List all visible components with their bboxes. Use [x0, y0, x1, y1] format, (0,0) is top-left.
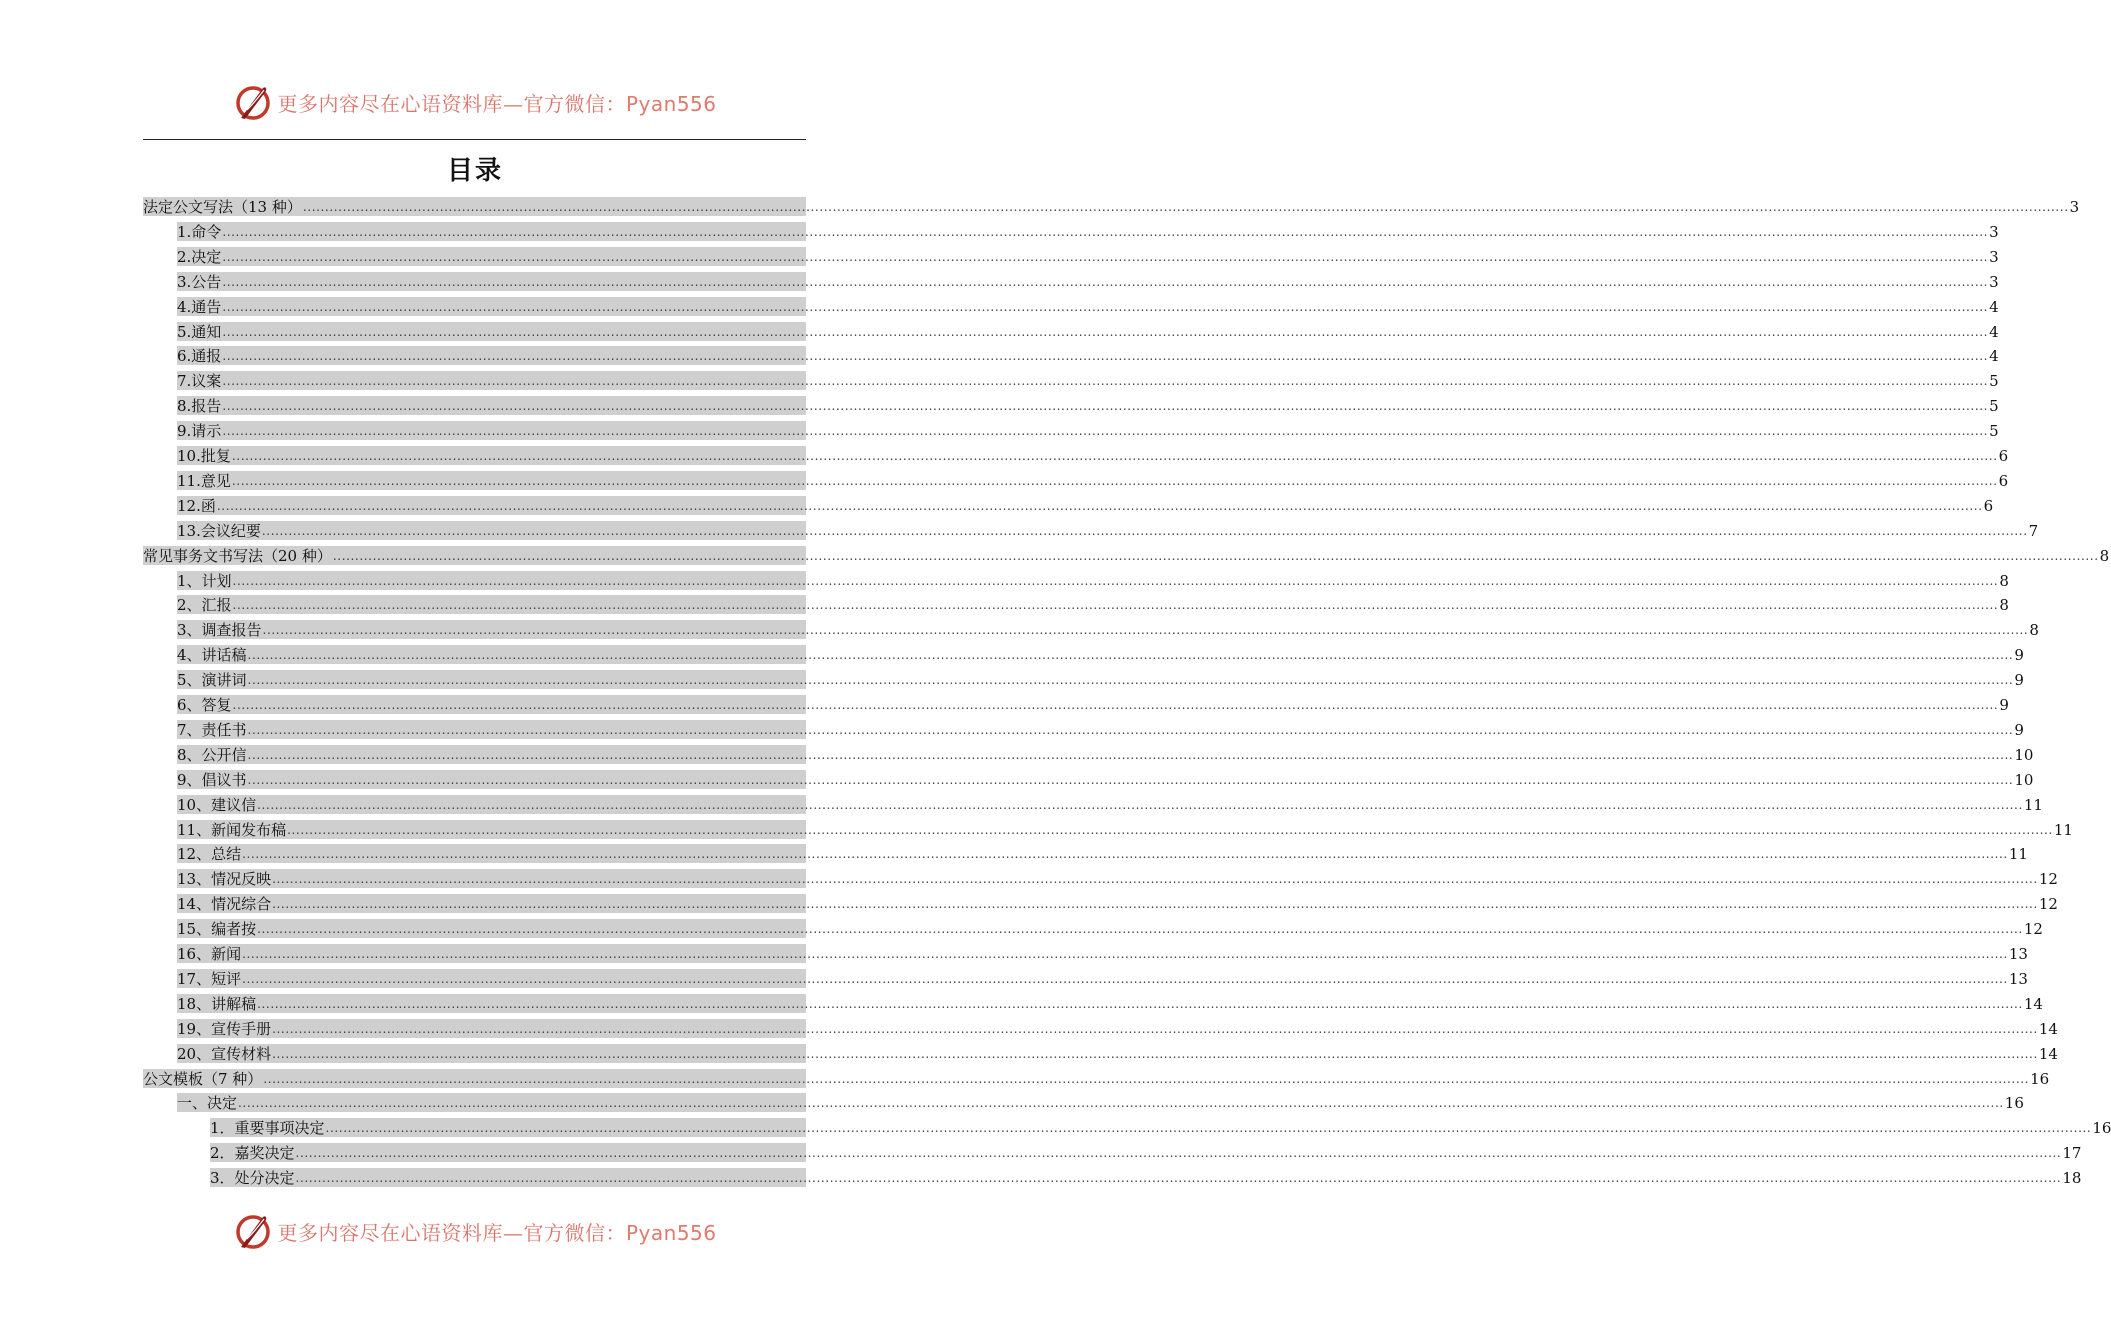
- toc-leader-dots: ................................................................................................................................................................................................................................................................................................................................................................................................................: [257, 922, 2023, 937]
- toc-entry-page: 5: [1989, 372, 1999, 391]
- toc-entry-label: 7.议案: [177, 372, 222, 391]
- toc-entry[interactable]: [177, 471, 2009, 490]
- toc-entry-page: 9: [2014, 671, 2024, 690]
- toc-entry[interactable]: [177, 670, 2024, 690]
- toc-entry[interactable]: [177, 620, 2039, 640]
- toc-entry-label: 公文模板（7 种）: [143, 1069, 263, 1088]
- toc-entry[interactable]: [177, 745, 2034, 764]
- toc-leader-dots: ................................................................................................................................................................................................................................................................................................................................................................................................................: [222, 299, 1989, 314]
- toc-entry-page: 3: [2069, 198, 2080, 216]
- toc-entry-label: 常见事务文书写法（20 种）: [143, 546, 332, 565]
- toc-entry-page: 16: [2004, 1094, 2024, 1113]
- toc-entry[interactable]: [177, 1093, 2024, 1113]
- toc-entry-label: 18、讲解稿: [177, 994, 257, 1013]
- toc-entry-label: 6、答复: [177, 696, 232, 714]
- toc-entry-page: 18: [2062, 1169, 2082, 1188]
- toc-leader-dots: ................................................................................................................................................................................................................................................................................................................................................................................................................: [272, 872, 2038, 887]
- toc-leader-dots: ................................................................................................................................................................................................................................................................................................................................................................................................................: [302, 200, 2069, 214]
- toc-entry[interactable]: [177, 720, 2024, 739]
- quill-circle-logo-icon: [233, 1211, 273, 1251]
- footer-banner: [0, 1209, 950, 1253]
- toc-leader-dots: ................................................................................................................................................................................................................................................................................................................................................................................................................: [222, 274, 1989, 289]
- toc-entry-page: 8: [2029, 621, 2039, 640]
- toc-entry-page: 3: [1989, 272, 1999, 291]
- toc-entry-label: 法定公文写法（13 种）: [143, 198, 302, 216]
- toc-leader-dots: ................................................................................................................................................................................................................................................................................................................................................................................................................: [216, 498, 1983, 513]
- toc-leader-dots: ................................................................................................................................................................................................................................................................................................................................................................................................................: [272, 1021, 2038, 1036]
- toc-entry-page: 14: [2038, 1044, 2058, 1063]
- header-rule: [143, 139, 806, 140]
- toc-entry[interactable]: [177, 969, 2028, 988]
- toc-entry-label: 16、新闻: [177, 945, 242, 963]
- toc-leader-dots: ................................................................................................................................................................................................................................................................................................................................................................................................................: [231, 449, 1998, 463]
- toc-entry[interactable]: [177, 297, 1999, 316]
- toc-entry-label: 11.意见: [177, 471, 231, 490]
- toc-entry-label: 1.命令: [177, 222, 222, 241]
- toc-entry-label: 15、编者按: [177, 920, 257, 939]
- toc-leader-dots: ................................................................................................................................................................................................................................................................................................................................................................................................................: [222, 324, 1989, 339]
- toc-entry-page: 9: [1999, 696, 2009, 714]
- toc-entry-label: 9.请示: [177, 422, 222, 441]
- toc-entry-label: 7、责任书: [177, 720, 247, 739]
- toc-leader-dots: ................................................................................................................................................................................................................................................................................................................................................................................................................: [272, 897, 2038, 912]
- toc-entry-page: 5: [1989, 397, 1999, 416]
- toc-entry-label: 1．重要事项决定: [210, 1119, 325, 1138]
- toc-entry-label: 4.通告: [177, 297, 222, 316]
- toc-leader-dots: ................................................................................................................................................................................................................................................................................................................................................................................................................: [232, 573, 1999, 588]
- toc-entry-label: 8、公开信: [177, 745, 247, 764]
- toc-entry-label: 3、调查报告: [177, 621, 262, 640]
- toc-entry-page: 14: [2023, 994, 2043, 1013]
- toc-entry[interactable]: [143, 1069, 2050, 1088]
- toc-entry-page: 10: [2014, 770, 2034, 789]
- toc-leader-dots: ................................................................................................................................................................................................................................................................................................................................................................................................................: [222, 249, 1989, 264]
- toc-entry-label: 13.会议纪要: [177, 521, 261, 540]
- toc-leader-dots: ................................................................................................................................................................................................................................................................................................................................................................................................................: [232, 598, 1999, 613]
- toc-leader-dots: ................................................................................................................................................................................................................................................................................................................................................................................................................: [263, 1071, 2030, 1086]
- toc-entry-label: 13、情况反映: [177, 870, 272, 889]
- toc-leader-dots: ................................................................................................................................................................................................................................................................................................................................................................................................................: [332, 548, 2099, 563]
- toc-entry[interactable]: [177, 496, 1994, 515]
- toc-leader-dots: ................................................................................................................................................................................................................................................................................................................................................................................................................: [295, 1171, 2062, 1186]
- toc-entry[interactable]: [177, 1044, 2058, 1063]
- toc-entry-label: 12.函: [177, 496, 216, 515]
- toc-entry-page: 16: [2030, 1069, 2050, 1088]
- toc-entry-page: 6: [1998, 471, 2009, 490]
- toc-entry-page: 14: [2038, 1019, 2058, 1038]
- toc-entry-page: 4: [1989, 347, 1999, 366]
- toc-entry-label: 4、讲话稿: [177, 646, 247, 665]
- toc-entry-page: 11: [2023, 795, 2043, 814]
- page-title: 目录: [446, 156, 503, 186]
- toc-leader-dots: ................................................................................................................................................................................................................................................................................................................................................................................................................: [231, 473, 1998, 488]
- quill-circle-logo-icon: [233, 82, 273, 122]
- toc-entry-page: 8: [1999, 571, 2009, 590]
- toc-entry[interactable]: [177, 396, 1999, 416]
- toc-leader-dots: ................................................................................................................................................................................................................................................................................................................................................................................................................: [287, 822, 2053, 837]
- toc-entry-label: 5.通知: [177, 322, 222, 341]
- toc-leader-dots: ................................................................................................................................................................................................................................................................................................................................................................................................................: [238, 1096, 2004, 1111]
- toc-entry-label: 6.通报: [177, 347, 222, 366]
- toc-entry[interactable]: [177, 919, 2043, 939]
- toc-entry[interactable]: [177, 944, 2028, 963]
- toc-entry-label: 8.报告: [177, 397, 222, 416]
- toc-entry[interactable]: [177, 645, 2024, 665]
- toc-entry[interactable]: [177, 795, 2043, 814]
- banner-text: 更多内容尽在心语资料库—官方微信：Pyan556: [277, 1220, 717, 1245]
- toc-leader-dots: ................................................................................................................................................................................................................................................................................................................................................................................................................: [247, 747, 2014, 762]
- toc-entry-page: 3: [1989, 247, 1999, 266]
- toc-leader-dots: ................................................................................................................................................................................................................................................................................................................................................................................................................: [242, 947, 2008, 961]
- header-banner: [0, 80, 950, 124]
- toc-entry-label: 17、短评: [177, 969, 242, 988]
- toc-entry[interactable]: [177, 770, 2034, 789]
- toc-entry[interactable]: [177, 595, 2009, 615]
- toc-entry[interactable]: [177, 446, 2009, 465]
- toc-entry[interactable]: [177, 820, 2073, 839]
- toc-entry-page: 7: [2028, 521, 2039, 540]
- toc-entry-page: 6: [1983, 496, 1994, 515]
- toc-entry-page: 12: [2038, 895, 2058, 914]
- toc-entry-page: 12: [2023, 920, 2043, 939]
- toc-entry[interactable]: [177, 1019, 2058, 1038]
- toc-entry[interactable]: [177, 869, 2058, 889]
- toc-entry-page: 17: [2062, 1144, 2082, 1163]
- toc-entry-label: 10、建议信: [177, 795, 257, 814]
- toc-entry-page: 16: [2092, 1119, 2111, 1138]
- toc-entry[interactable]: [177, 695, 2009, 714]
- toc-entry[interactable]: [210, 1168, 2082, 1188]
- toc-entry-label: 2、汇报: [177, 596, 232, 615]
- toc-entry-label: 10.批复: [177, 447, 231, 465]
- toc-entry[interactable]: [177, 222, 1999, 241]
- toc-entry-page: 9: [2014, 646, 2024, 665]
- toc-entry[interactable]: [210, 1143, 2082, 1163]
- toc-entry-page: 8: [1999, 596, 2009, 615]
- toc-entry[interactable]: [177, 844, 2028, 864]
- banner-text: 更多内容尽在心语资料库—官方微信：Pyan556: [277, 91, 717, 116]
- toc-entry-page: 5: [1989, 422, 1999, 441]
- toc-leader-dots: ................................................................................................................................................................................................................................................................................................................................................................................................................: [325, 1121, 2092, 1136]
- toc-entry[interactable]: [177, 521, 2039, 540]
- toc-leader-dots: ................................................................................................................................................................................................................................................................................................................................................................................................................: [262, 623, 2029, 638]
- toc-entry-page: 11: [2008, 845, 2028, 864]
- toc-leader-dots: ................................................................................................................................................................................................................................................................................................................................................................................................................: [222, 349, 1989, 364]
- toc-entry[interactable]: [177, 371, 1999, 391]
- toc-leader-dots: ................................................................................................................................................................................................................................................................................................................................................................................................................: [222, 374, 1989, 389]
- toc-entry-label: 3．处分决定: [210, 1169, 295, 1188]
- toc-leader-dots: ................................................................................................................................................................................................................................................................................................................................................................................................................: [242, 847, 2008, 862]
- toc-leader-dots: ................................................................................................................................................................................................................................................................................................................................................................................................................: [247, 722, 2014, 737]
- toc-entry[interactable]: [177, 272, 1999, 291]
- toc-leader-dots: ................................................................................................................................................................................................................................................................................................................................................................................................................: [242, 971, 2008, 986]
- toc-entry-page: 13: [2008, 945, 2028, 963]
- toc-entry-label: 14、情况综合: [177, 895, 272, 914]
- toc-leader-dots: ................................................................................................................................................................................................................................................................................................................................................................................................................: [222, 424, 1989, 439]
- toc-entry[interactable]: [143, 197, 2080, 216]
- toc-entry[interactable]: [143, 546, 2110, 565]
- toc-leader-dots: ................................................................................................................................................................................................................................................................................................................................................................................................................: [261, 523, 2028, 538]
- toc-leader-dots: ................................................................................................................................................................................................................................................................................................................................................................................................................: [272, 1046, 2038, 1061]
- toc-entry-page: 11: [2053, 820, 2073, 839]
- banner-account: Pyan556: [625, 91, 717, 116]
- toc-entry-page: 3: [1989, 222, 1999, 241]
- toc-entry[interactable]: [177, 421, 1999, 441]
- toc-leader-dots: ................................................................................................................................................................................................................................................................................................................................................................................................................: [222, 224, 1989, 239]
- toc-entry[interactable]: [177, 571, 2009, 590]
- toc-entry-label: 2．嘉奖决定: [210, 1144, 295, 1163]
- toc-entry[interactable]: [177, 346, 1999, 366]
- toc-leader-dots: ................................................................................................................................................................................................................................................................................................................................................................................................................: [247, 648, 2014, 663]
- toc-entry-label: 一、决定: [177, 1094, 238, 1113]
- toc-entry-label: 1、计划: [177, 571, 232, 590]
- toc-leader-dots: ................................................................................................................................................................................................................................................................................................................................................................................................................: [295, 1146, 2062, 1161]
- toc-entry-label: 3.公告: [177, 272, 222, 291]
- toc-entry-label: 2.决定: [177, 247, 222, 266]
- toc-entry-label: 11、新闻发布稿: [177, 820, 287, 839]
- toc-entry-page: 8: [2099, 546, 2110, 565]
- toc-entry-page: 4: [1989, 322, 1999, 341]
- toc-entry-label: 5、演讲词: [177, 671, 247, 690]
- toc-leader-dots: ................................................................................................................................................................................................................................................................................................................................................................................................................: [247, 772, 2014, 787]
- toc-leader-dots: ................................................................................................................................................................................................................................................................................................................................................................................................................: [247, 673, 2014, 688]
- toc-entry-label: 12、总结: [177, 845, 242, 864]
- toc-leader-dots: ................................................................................................................................................................................................................................................................................................................................................................................................................: [257, 996, 2023, 1011]
- toc-entry[interactable]: [177, 894, 2058, 914]
- toc-entry-page: 9: [2014, 720, 2024, 739]
- banner-account: Pyan556: [625, 1220, 717, 1245]
- toc-entry-page: 6: [1998, 447, 2009, 465]
- toc-leader-dots: ................................................................................................................................................................................................................................................................................................................................................................................................................: [222, 399, 1989, 414]
- toc-entry-page: 10: [2014, 745, 2034, 764]
- toc-entry[interactable]: [177, 994, 2043, 1013]
- toc-entry-label: 19、宣传手册: [177, 1019, 272, 1038]
- toc-entry-label: 20、宣传材料: [177, 1044, 272, 1063]
- toc-entry-label: 9、倡议书: [177, 770, 247, 789]
- toc-entry[interactable]: [177, 247, 1999, 266]
- toc-entry-page: 13: [2008, 969, 2028, 988]
- toc-leader-dots: ................................................................................................................................................................................................................................................................................................................................................................................................................: [257, 797, 2023, 812]
- toc-entry-page: 12: [2038, 870, 2058, 889]
- toc-entry-page: 4: [1989, 297, 1999, 316]
- toc-entry[interactable]: [210, 1118, 2111, 1138]
- toc-entry[interactable]: [177, 322, 1999, 341]
- toc-leader-dots: ................................................................................................................................................................................................................................................................................................................................................................................................................: [232, 698, 1999, 712]
